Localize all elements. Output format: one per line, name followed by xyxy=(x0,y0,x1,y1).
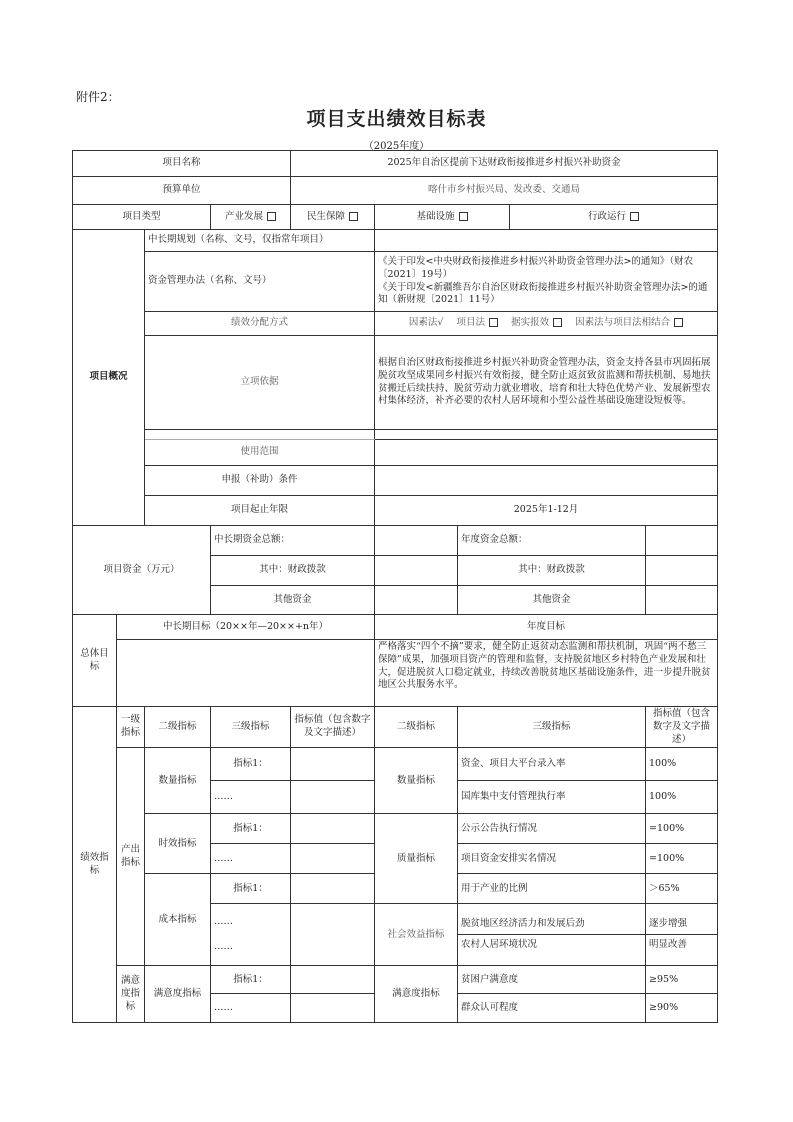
funds-label: 项目资金（万元） xyxy=(73,526,211,615)
header-level3-right: 三级指标 xyxy=(458,707,646,748)
satisfaction-label: 满意度指标 xyxy=(145,966,211,1023)
year-fiscal-label: 其中：财政拨款 xyxy=(458,556,646,586)
performance-table xyxy=(72,150,718,1023)
right-social-rows: 脱贫地区经济活力和发展后劲 农村人居环境状况 xyxy=(458,904,646,966)
right-row-2-name: 国库集中支付管理执行率 xyxy=(458,781,646,814)
goals-year-label: 年度目标 xyxy=(375,615,718,640)
basis-text: 根据自治区财政衔接推进乡村振兴补助资金管理办法，资金支持各县市巩固拓展脱贫攻坚成果同乡村振兴有效衔接，健全防止返贫致贫监测和帮扶机制、易地扶贫搬迁后续扶持、脱贫劳动力就业增收、培育和壮大特色优势产业、发展新型农村集体经济，补齐必要的农村人居环境和小型公益性基础设施建设短板等。 xyxy=(375,336,718,430)
header-value: 指标值（包含数字及文字描述） xyxy=(291,707,375,748)
period-label: 项目起止年限 xyxy=(145,496,375,526)
project-name-label: 项目名称 xyxy=(73,151,291,177)
page-title: 项目支出绩效目标表 xyxy=(306,108,487,130)
mid-fiscal-value xyxy=(375,556,458,586)
goals-year-text: 严格落实“四个不摘”要求，健全防止返贫动态监测和帮扶机制，巩固“两不愁三保障”成果，加强项目资产的管理和监督，支持脱贫地区乡村特色产业发展和壮大，促进脱贫人口稳定就业，持续改善脱贫地区基础设施条件，进一步提升脱贫地区公共服务水平。 xyxy=(375,640,718,707)
timeliness-item1-value xyxy=(291,814,375,844)
checkbox-icon xyxy=(349,212,358,221)
basis-label: 立项依据 xyxy=(145,336,375,430)
header-value-right: 指标值（包含数字及文字描述） xyxy=(646,707,718,748)
mid-total-label: 中长期资金总额： xyxy=(211,526,375,556)
right-row-1-value: 100% xyxy=(646,748,718,781)
right-social-values: 逐步增强 明显改善 xyxy=(646,904,718,966)
goals-mid-value xyxy=(117,640,375,707)
satisfaction-section-label: 满意度指标 xyxy=(117,966,145,1023)
quantity-dots-value xyxy=(291,781,375,814)
alloc-label: 绩效分配方式 xyxy=(145,312,375,336)
type-option-infrastructure: 基础设施 xyxy=(375,205,510,230)
cost-item1: 指标1： xyxy=(211,874,291,904)
scope-label: 使用范围 xyxy=(145,440,375,466)
goals-mid-label: 中长期目标（20××年—20××+n年） xyxy=(117,615,375,640)
condition-label: 申报（补助）条件 xyxy=(145,466,375,496)
checkbox-icon xyxy=(459,212,468,221)
checkbox-icon xyxy=(489,318,498,327)
goals-label: 总体目标 xyxy=(73,615,117,707)
project-name-value: 2025年自治区提前下达财政衔接推进乡村振兴补助资金 xyxy=(291,151,718,177)
mid-other-value xyxy=(375,586,458,615)
quantity-item1-value xyxy=(291,748,375,781)
right-row-2-value: 100% xyxy=(646,781,718,814)
type-label: 项目类型 xyxy=(73,205,211,230)
quantity-item1: 指标1： xyxy=(211,748,291,781)
type-option-livelihood: 民生保障 xyxy=(291,205,375,230)
cost-dots-value xyxy=(291,904,375,966)
alloc-options: 因素法√ 项目法 据实报效 因素法与项目法相结合 xyxy=(375,312,718,336)
right-row-4-value: =100% xyxy=(646,844,718,874)
right-row-9-name: 群众认可程度 xyxy=(458,994,646,1023)
year-total-label: 年度资金总额： xyxy=(458,526,646,556)
quantity-label: 数量指标 xyxy=(145,748,211,814)
plan-value xyxy=(375,230,718,252)
satisfaction-dots: …… xyxy=(211,994,291,1023)
cost-dots: …… …… xyxy=(211,904,291,966)
right-satisfaction-label: 满意度指标 xyxy=(375,966,458,1023)
right-row-3-name: 公示公告执行情况 xyxy=(458,814,646,844)
mid-fiscal-label: 其中：财政拨款 xyxy=(211,556,375,586)
right-row-8-value: ≥95% xyxy=(646,966,718,994)
cost-item1-value xyxy=(291,874,375,904)
cost-label: 成本指标 xyxy=(145,874,211,966)
right-quantity-label: 数量指标 xyxy=(375,748,458,814)
attachment-label: 附件2： xyxy=(76,90,120,104)
right-row-9-value: ≥90% xyxy=(646,994,718,1023)
satisfaction-item1: 指标1： xyxy=(211,966,291,994)
right-row-1-name: 资金、项目大平台录入率 xyxy=(458,748,646,781)
year-other-label: 其他资金 xyxy=(458,586,646,615)
right-row-3-value: =100% xyxy=(646,814,718,844)
condition-value xyxy=(375,466,718,496)
year-label: （2025年度） xyxy=(363,141,430,152)
unit-value: 喀什市乡村振兴局、发改委、交通局 xyxy=(291,177,718,205)
output-label: 产出指标 xyxy=(117,748,145,966)
year-total-value xyxy=(646,526,718,556)
mid-total-value xyxy=(375,526,458,556)
indicators-label: 绩效指标 xyxy=(73,707,117,1023)
basis-spacer-value xyxy=(375,430,718,440)
right-row-5-name: 用于产业的比例 xyxy=(458,874,646,904)
year-other-value xyxy=(646,586,718,615)
right-row-4-name: 项目资金安排实名情况 xyxy=(458,844,646,874)
header-level2-right: 二级指标 xyxy=(375,707,458,748)
checkbox-icon xyxy=(553,318,562,327)
year-fiscal-value xyxy=(646,556,718,586)
checkbox-icon xyxy=(267,212,276,221)
timeliness-dots: …… xyxy=(211,844,291,874)
header-level3: 三级指标 xyxy=(211,707,291,748)
fund-mgmt-value: 《关于印发<中央财政衔接推进乡村振兴补助资金管理办法>的通知》（财农〔2021〕19号） 《关于印发<新疆维吾尔自治区财政衔接推进乡村振兴补助资金管理办法>的通知（新财规〔2021〕11号） xyxy=(375,252,718,312)
header-level2: 二级指标 xyxy=(145,707,211,748)
type-option-admin: 行政运行 xyxy=(510,205,718,230)
scope-value xyxy=(375,440,718,466)
right-quality-label: 质量指标 xyxy=(375,814,458,904)
right-social-label: 社会效益指标 xyxy=(375,904,458,966)
overview-section-label: 项目概况 xyxy=(73,230,145,526)
checkbox-icon xyxy=(630,212,639,221)
mid-other-label: 其他资金 xyxy=(211,586,375,615)
satisfaction-dots-value xyxy=(291,994,375,1023)
fund-mgmt-label: 资金管理办法（名称、文号） xyxy=(145,252,375,312)
timeliness-dots-value xyxy=(291,844,375,874)
right-row-8-name: 贫困户满意度 xyxy=(458,966,646,994)
quantity-dots: …… xyxy=(211,781,291,814)
header-level1: 一级指标 xyxy=(117,707,145,748)
period-value: 2025年1-12月 xyxy=(375,496,718,526)
unit-label: 预算单位 xyxy=(73,177,291,205)
right-row-5-value: ＞65% xyxy=(646,874,718,904)
checkbox-icon xyxy=(674,318,683,327)
timeliness-item1: 指标1： xyxy=(211,814,291,844)
timeliness-label: 时效指标 xyxy=(145,814,211,874)
satisfaction-item1-value xyxy=(291,966,375,994)
plan-label: 中长期规划（名称、文号，仅指常年项目） xyxy=(145,230,375,252)
type-option-industry: 产业发展 xyxy=(211,205,291,230)
basis-spacer xyxy=(145,430,375,440)
